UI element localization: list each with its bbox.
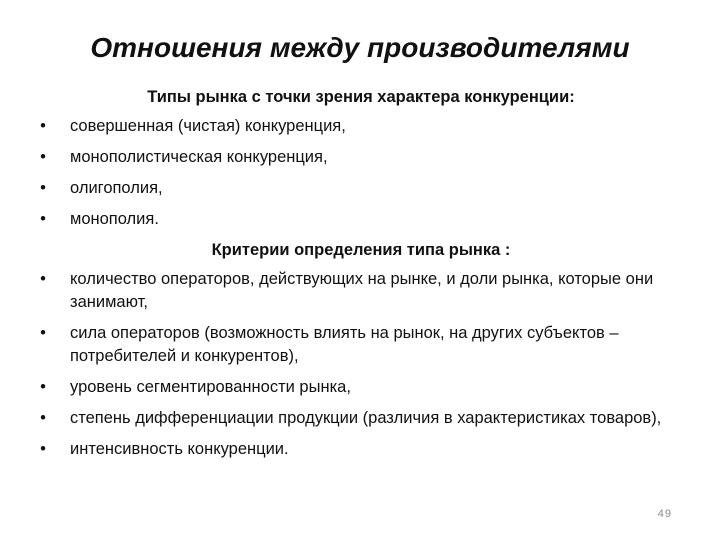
slide-title: Отношения между производителями bbox=[90, 32, 630, 63]
section-heading-criteria: Критерии определения типа рынка : bbox=[211, 241, 511, 259]
list-item bbox=[36, 115, 686, 138]
list-item-text: интенсивность конкуренции. bbox=[70, 440, 289, 458]
list-item-text: степень дифференциации продукции (различия в характеристиках товаров), bbox=[70, 409, 662, 427]
bullet-icon: • bbox=[40, 179, 46, 197]
bullet-icon: • bbox=[40, 210, 46, 228]
bullet-icon: • bbox=[40, 270, 46, 288]
list-item bbox=[36, 146, 686, 169]
section-heading-market-types: Типы рынка с точки зрения характера конкуренции: bbox=[147, 88, 575, 106]
bullet-icon: • bbox=[40, 117, 46, 135]
market-types-list bbox=[36, 115, 686, 231]
list-item bbox=[36, 376, 686, 399]
list-item-text: сила операторов (возможность влиять на рынок, на других субъектов – потребителей и конкурентов), bbox=[70, 324, 619, 365]
slide-content bbox=[36, 84, 686, 469]
list-item-text: количество операторов, действующих на рынке, и доли рынка, которые они занимают, bbox=[70, 270, 654, 311]
page-number: 49 bbox=[657, 508, 672, 520]
bullet-icon: • bbox=[40, 409, 46, 427]
list-item-text: монополия. bbox=[70, 210, 159, 228]
list-item-text: монополистическая конкуренция, bbox=[70, 148, 328, 166]
bullet-icon: • bbox=[40, 148, 46, 166]
list-item-text: уровень сегментированности рынка, bbox=[70, 378, 351, 396]
list-item bbox=[36, 177, 686, 200]
list-item bbox=[36, 438, 686, 461]
bullet-icon: • bbox=[40, 378, 46, 396]
list-item bbox=[36, 407, 686, 430]
list-item-text: совершенная (чистая) конкуренция, bbox=[70, 117, 346, 135]
criteria-list bbox=[36, 268, 686, 461]
list-item bbox=[36, 268, 686, 314]
list-item bbox=[36, 322, 686, 368]
list-item-text: олигополия, bbox=[70, 179, 163, 197]
list-item bbox=[36, 208, 686, 231]
bullet-icon: • bbox=[40, 324, 46, 342]
bullet-icon: • bbox=[40, 440, 46, 458]
